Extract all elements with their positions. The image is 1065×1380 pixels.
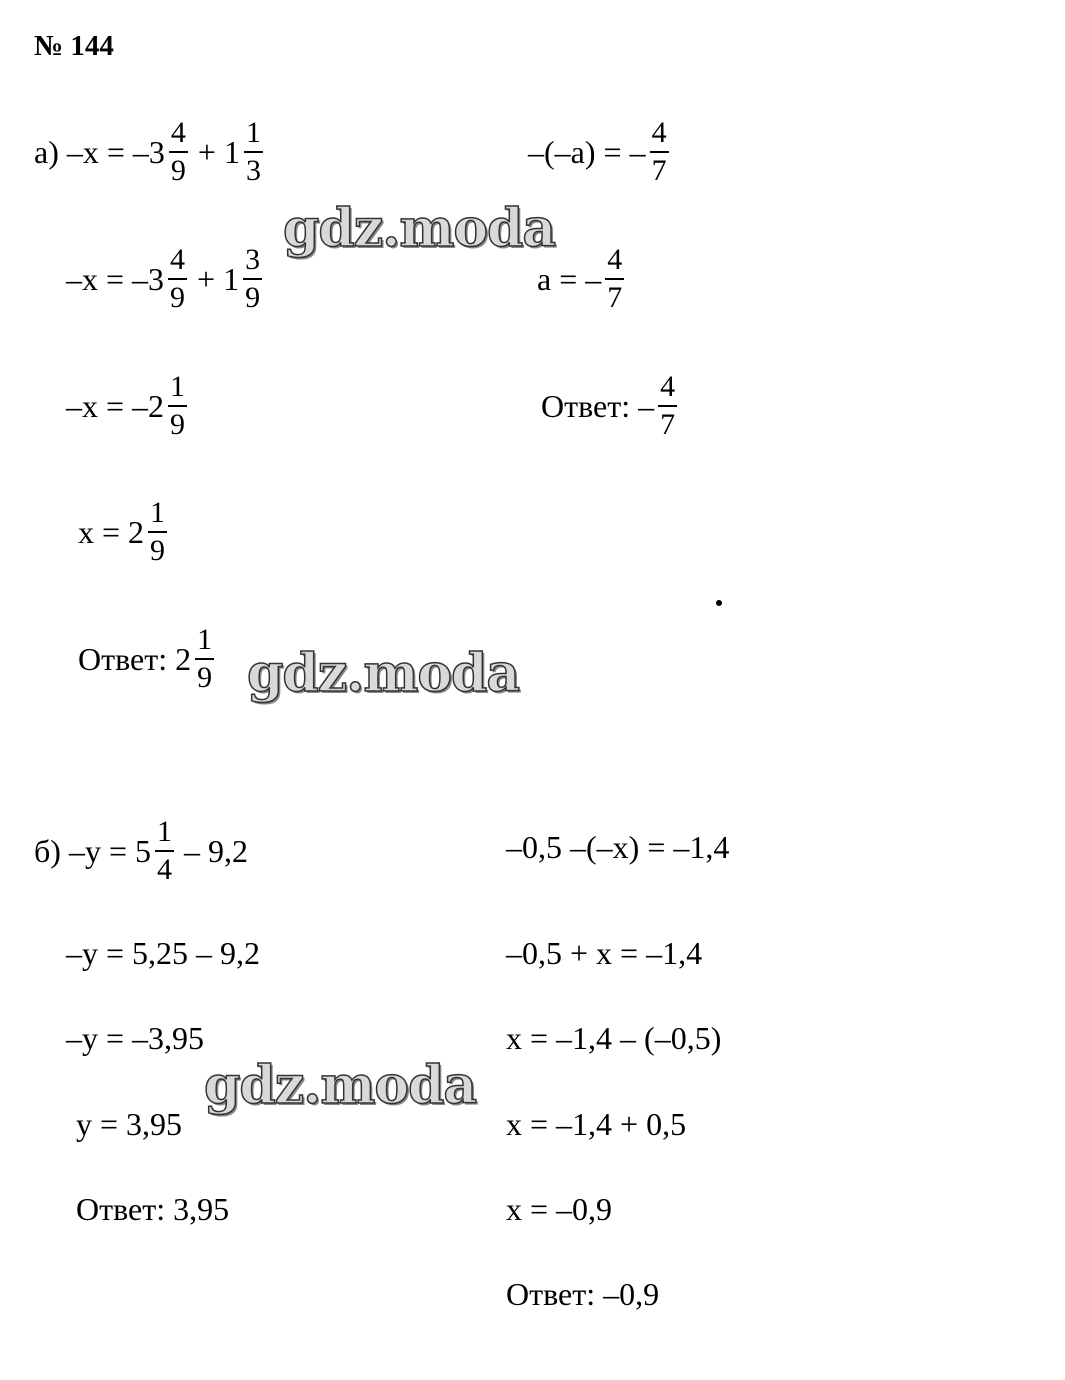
answer-text: Ответ: – xyxy=(541,388,655,424)
part-a-line-2 xyxy=(66,245,266,313)
denominator: 9 xyxy=(170,408,186,441)
part-b-line-3: –y = –3,95 xyxy=(66,1020,205,1056)
numerator: 1 xyxy=(168,372,187,407)
fraction xyxy=(244,118,263,186)
part-b-right-line-5: x = –0,9 xyxy=(506,1191,613,1227)
expression-text: + 1 xyxy=(197,261,240,297)
expression-text: а) –x = –3 xyxy=(34,134,165,170)
expression-text: –x = –2 xyxy=(66,388,165,424)
fraction xyxy=(605,245,624,313)
part-b-answer: Ответ: 3,95 xyxy=(76,1191,230,1227)
expression-text: –(–a) = – xyxy=(528,134,646,170)
numerator: 1 xyxy=(195,625,214,660)
numerator: 1 xyxy=(148,498,167,533)
denominator: 7 xyxy=(660,408,676,441)
numerator: 4 xyxy=(169,118,188,153)
part-a-line-4 xyxy=(78,498,171,566)
fraction xyxy=(169,118,188,186)
part-a-line-1 xyxy=(34,118,267,186)
denominator: 7 xyxy=(651,154,667,187)
fraction xyxy=(155,817,174,885)
expression-text: + 1 xyxy=(197,134,240,170)
numerator: 1 xyxy=(155,817,174,852)
part-b-right-line-3: x = –1,4 – (–0,5) xyxy=(506,1020,722,1056)
expression-text: б) –y = 5 xyxy=(34,833,151,869)
fraction xyxy=(168,245,187,313)
fraction xyxy=(658,372,677,440)
part-a-answer xyxy=(78,625,218,693)
denominator: 9 xyxy=(245,281,261,314)
fraction xyxy=(195,625,214,693)
fraction xyxy=(650,118,669,186)
task-number: № 144 xyxy=(34,30,114,62)
numerator: 1 xyxy=(244,118,263,153)
fraction xyxy=(148,498,167,566)
part-a-line-3 xyxy=(66,372,191,440)
numerator: 4 xyxy=(658,372,677,407)
numerator: 4 xyxy=(605,245,624,280)
part-b-right-line-4: x = –1,4 + 0,5 xyxy=(506,1106,687,1142)
expression-text: –x = –3 xyxy=(66,261,165,297)
part-b-right-line-2: –0,5 + x = –1,4 xyxy=(506,935,703,971)
numerator: 4 xyxy=(650,118,669,153)
part-b-line-4: y = 3,95 xyxy=(76,1106,183,1142)
fraction xyxy=(168,372,187,440)
denominator: 9 xyxy=(197,661,213,694)
expression-text: x = 2 xyxy=(78,514,145,550)
watermark-logo: gdz.moda xyxy=(204,1055,477,1116)
part-b-right-line-1: –0,5 –(–x) = –1,4 xyxy=(506,829,730,865)
watermark-logo: gdz.moda xyxy=(247,643,520,704)
stray-dot xyxy=(716,600,722,606)
denominator: 7 xyxy=(607,281,623,314)
answer-text: Ответ: 2 xyxy=(78,641,192,677)
numerator: 4 xyxy=(168,245,187,280)
expression-text: a = – xyxy=(537,261,602,297)
denominator: 9 xyxy=(170,154,186,187)
part-a-right-answer xyxy=(541,372,681,440)
denominator: 9 xyxy=(150,534,166,567)
denominator: 9 xyxy=(170,281,186,314)
part-b-line-2: –y = 5,25 – 9,2 xyxy=(66,935,261,971)
expression-text: – 9,2 xyxy=(183,833,248,869)
part-a-right-line-1 xyxy=(528,118,673,186)
watermark-logo: gdz.moda xyxy=(283,198,556,259)
denominator: 3 xyxy=(245,154,261,187)
numerator: 3 xyxy=(243,245,262,280)
denominator: 4 xyxy=(156,853,172,886)
fraction xyxy=(243,245,262,313)
part-b-line-1 xyxy=(34,817,248,885)
part-b-right-answer: Ответ: –0,9 xyxy=(506,1276,660,1312)
